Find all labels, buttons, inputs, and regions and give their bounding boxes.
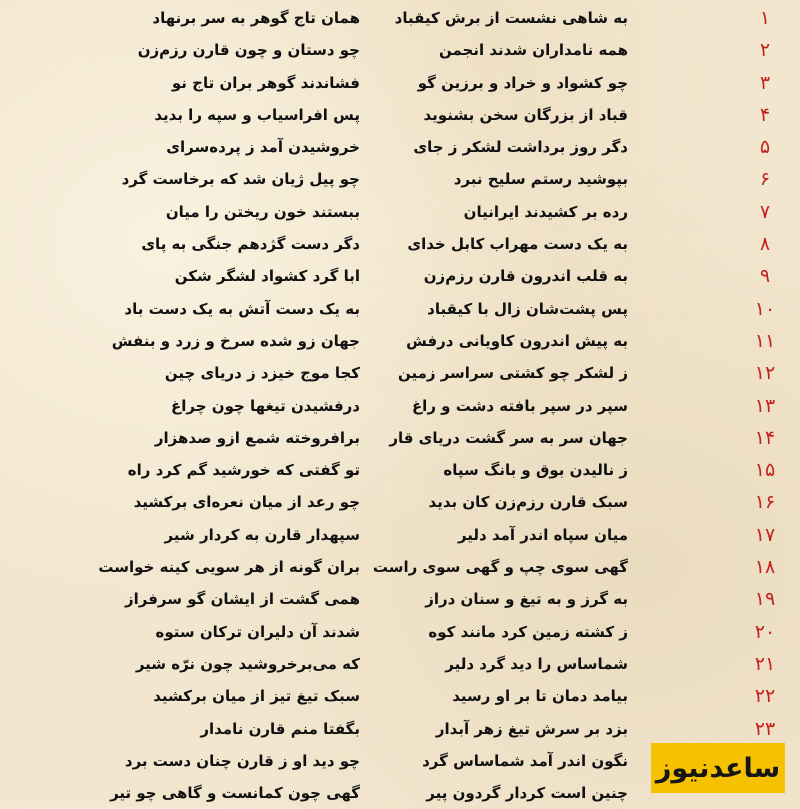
first-hemistich: بیامد دمان تا بر او رسید <box>452 687 628 706</box>
first-hemistich: به گرز و به تیغ و سنان دراز <box>425 590 628 609</box>
second-hemistich: بگفتا منم قارن نامدار <box>200 719 360 738</box>
second-hemistich: کجا موج خیزد ز دریای چین <box>164 364 360 383</box>
verse-row-9 <box>0 260 800 292</box>
second-hemistich: گهی چون کمانست و گاهی چو تیر <box>110 784 360 803</box>
first-hemistich: دگر روز برداشت لشکر ز جای <box>413 138 628 157</box>
second-hemistich: چو رعد از میان نعره‌ای برکشید <box>133 493 360 512</box>
first-hemistich: میان سپاه اندر آمد دلیر <box>457 525 628 544</box>
verse-row-15 <box>0 454 800 486</box>
second-hemistich: درفشیدن تیغها چون چراغ <box>171 396 360 415</box>
logo-text: ساعدنیوز <box>655 752 781 784</box>
second-hemistich: که می‌برخروشید چون نرّه شیر <box>135 654 360 673</box>
second-hemistich: چو دستان و چون قارن رزم‌زن <box>137 41 360 60</box>
verse-row-4 <box>0 99 800 131</box>
verse-number: ۱۲ <box>754 362 776 385</box>
verse-number: ۵ <box>759 136 771 159</box>
second-hemistich: چو پیل ژیان شد که برخاست گرد <box>121 170 360 189</box>
second-hemistich: سپهدار قارن به کردار شیر <box>164 525 360 544</box>
second-hemistich: همان تاج گوهر به سر برنهاد <box>152 9 360 27</box>
verse-number: ۴ <box>759 103 771 126</box>
poem <box>0 2 800 809</box>
verse-number: ۱۸ <box>754 556 776 579</box>
second-hemistich: سبک تیغ تیز از میان برکشید <box>153 687 360 706</box>
verse-row-2 <box>0 34 800 66</box>
verse-number: ۱۹ <box>754 588 776 611</box>
verse-row-20 <box>0 616 800 648</box>
verse-row-3 <box>0 67 800 99</box>
second-hemistich: چو دید او ز قارن چنان دست برد <box>124 751 360 770</box>
verse-row-11 <box>0 325 800 357</box>
verse-row-14 <box>0 422 800 454</box>
verse-row-8 <box>0 228 800 260</box>
verse-number: ۱۵ <box>754 459 776 482</box>
verse-number: ۱۶ <box>754 491 776 514</box>
first-hemistich: به شاهی نشست از برش کیقباد <box>394 9 628 27</box>
first-hemistich: ز نالیدن بوق و بانگ سپاه <box>443 461 628 480</box>
first-hemistich: شماساس را دید گرد دلیر <box>445 654 628 673</box>
verse-row-7 <box>0 196 800 228</box>
verse-number: ۱۴ <box>754 426 776 449</box>
second-hemistich: به یک دست آتش به یک دست باد <box>124 299 360 318</box>
second-hemistich: دگر دست گژدهم جنگی به پای <box>141 235 360 254</box>
verse-row-12 <box>0 357 800 389</box>
verse-number: ۱۱ <box>754 329 776 352</box>
first-hemistich: پس پشت‌شان زال با کیقباد <box>427 299 628 318</box>
verse-number: ۲۲ <box>754 685 776 708</box>
first-hemistich: به قلب اندرون قارن رزم‌زن <box>423 267 628 286</box>
second-hemistich: خروشیدن آمد ز پرده‌سرای <box>166 138 360 157</box>
verse-number: ۲۰ <box>754 620 776 643</box>
first-hemistich: به پیش اندرون کاویانی درفش <box>406 331 628 350</box>
verse-number: ۱۰ <box>754 297 776 320</box>
first-hemistich: بزد بر سرش تیغ زهر آبدار <box>435 719 628 738</box>
second-hemistich: شدند آن دلیران ترکان ستوه <box>155 622 360 641</box>
first-hemistich: به یک دست مهراب کابل خدای <box>407 235 628 254</box>
second-hemistich: پس افراسیاب و سپه را بدید <box>154 105 360 124</box>
first-hemistich: چو کشواد و خراد و برزین گو <box>417 73 628 92</box>
verse-row-10 <box>0 293 800 325</box>
second-hemistich: ابا گرد کشواد لشگر شکن <box>174 267 360 286</box>
verse-row-13 <box>0 390 800 422</box>
verse-number: ۶ <box>759 168 771 191</box>
verse-row-5 <box>0 131 800 163</box>
verse-number: ۲۳ <box>754 717 776 740</box>
first-hemistich: قباد از بزرگان سخن بشنوید <box>423 105 628 124</box>
verse-row-19 <box>0 583 800 615</box>
verse-row-22 <box>0 680 800 712</box>
verse-row-1 <box>0 2 800 34</box>
first-hemistich: همه نامداران شدند انجمن <box>438 41 628 60</box>
second-hemistich: برافروخته شمع ازو صدهزار <box>154 428 360 447</box>
verse-row-21 <box>0 648 800 680</box>
second-hemistich: جهان زو شده سرخ و زرد و بنفش <box>111 331 360 350</box>
second-hemistich: فشاندند گوهر بران تاج نو <box>171 73 360 92</box>
verse-number: ۷ <box>759 200 771 223</box>
first-hemistich: ز کشته زمین کرد مانند کوه <box>428 622 628 641</box>
first-hemistich: سبک قارن رزم‌زن کان بدید <box>428 493 628 512</box>
saednews-logo <box>651 743 785 793</box>
first-hemistich: ز لشکر چو کشتی سراسر زمین <box>397 364 628 383</box>
first-hemistich: چنین است کردار گردون پیر <box>426 784 628 803</box>
first-hemistich: سپر در سپر بافته دشت و راغ <box>411 396 628 415</box>
second-hemistich: تو گفتی که خورشید گم کرد راه <box>127 461 360 480</box>
first-hemistich: جهان سر به سر گشت دریای قار <box>389 428 628 447</box>
second-hemistich: بران گونه از هر سویی کینه خواست <box>98 558 360 577</box>
verse-number: ۱۳ <box>754 394 776 417</box>
verse-row-18 <box>0 551 800 583</box>
verse-number: ۱ <box>759 7 771 29</box>
first-hemistich: گهی سوی چپ و گهی سوی راست <box>372 558 628 577</box>
verse-number: ۱۷ <box>754 523 776 546</box>
verse-row-23 <box>0 713 800 745</box>
first-hemistich: نگون اندر آمد شماساس گرد <box>422 751 628 770</box>
second-hemistich: ببستند خون ریختن را میان <box>165 202 360 221</box>
verse-row-16 <box>0 486 800 518</box>
verse-number: ۸ <box>759 233 771 256</box>
verse-number: ۹ <box>759 265 771 288</box>
second-hemistich: همی گشت از ایشان گو سرفراز <box>125 590 360 609</box>
first-hemistich: رده بر کشیدند ایرانیان <box>463 202 628 221</box>
verse-row-6 <box>0 163 800 195</box>
verse-number: ۳ <box>759 71 771 94</box>
verse-number: ۲۱ <box>754 652 776 675</box>
verse-row-17 <box>0 519 800 551</box>
verse-number: ۲ <box>759 39 771 62</box>
first-hemistich: بپوشید رستم سلیح نبرد <box>453 170 628 189</box>
